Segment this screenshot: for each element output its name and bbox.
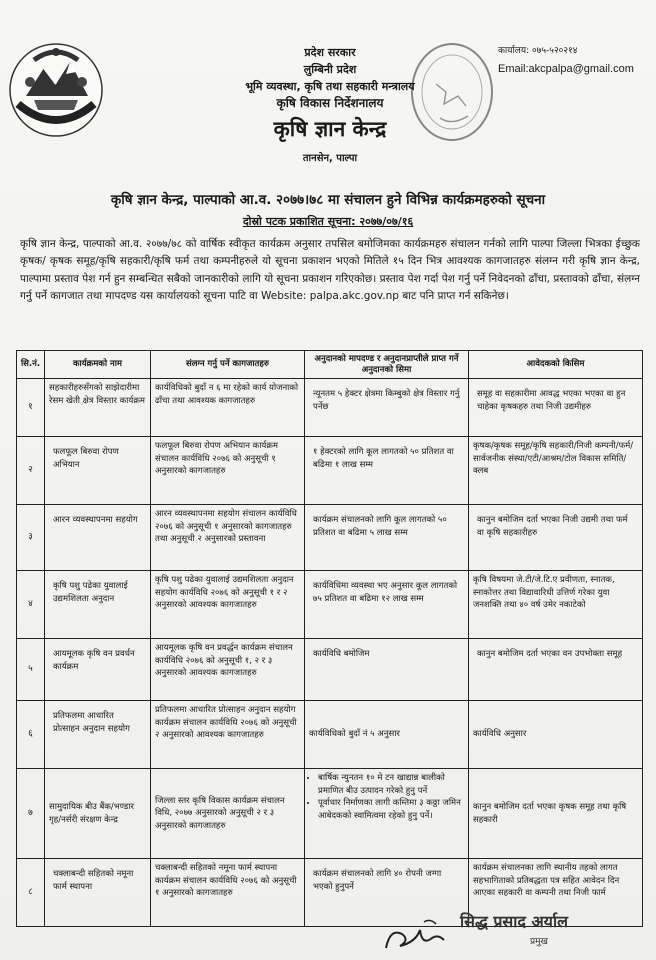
office-place: तानसेन, पाल्पा [302,153,358,164]
row-criteria [305,571,469,639]
row-name: सहकारीहरुसँगको साझेदारीमा रेसम खेती क्षेत्र विस्तार कार्यक्रम [45,379,151,437]
row-docs: आयमूलक कृषि वन प्रवर्द्धन कार्यक्रम संचालन कार्यविधि २०७६ को अनुसूची १, २ र ३ अनुसारको आवश्यक कागजातहरु [151,639,305,701]
col-header-name: कार्यक्रमको नाम [45,351,151,379]
header-line-2: लुम्बिनी प्रदेश [303,63,357,76]
row-applicant-text: कानुन बमोजिम दर्ता भएका वन उपभोक्ता समूह [477,649,623,659]
row-name-text: आरन व्यवस्थापनमा सहयोग [53,515,138,525]
col-header-sn: सि.नं. [17,351,45,379]
row-name-text: प्रतिफलमा आधारित प्रोत्साहन अनुदान सहयोग [53,711,130,734]
row-docs: फलफूल बिरुवा रोपण अभियान कार्यक्रम संचालन कार्यविधि २०७६ को अनुसूची १ अनुसारको कागजातहरु [151,437,305,505]
row-name [45,437,151,505]
row-sn: ८ [17,859,45,927]
signatory-role: प्रमुख [530,937,548,947]
handwritten-signature-icon [380,912,450,958]
row-applicant [469,769,643,859]
row-criteria-text: न्यूनतम ५ हेक्टर क्षेत्रमा किम्बुको क्षेत्र विस्तार गर्नु पर्नेछ [313,389,460,412]
row-criteria [305,769,469,859]
row-criteria-text: कार्यक्रम संचालनको लागि ४० रोपनी जग्गा भएको हुनुपर्ने [313,869,442,892]
row-criteria [305,379,469,437]
row-docs: कार्यविधिको बुदाँ न ६ मा रहेको कार्य योजनाको ढाँचा तथा आवश्यक कागजातहरु [151,379,305,437]
row-criteria [305,437,469,505]
office-header [180,44,480,164]
table-row [17,505,643,571]
office-email: Email:akcpalpa@gmail.com [498,63,634,75]
row-sn: ६ [17,701,45,769]
row-name-text: चक्लाबन्दी सहितको नमूना फार्म स्थापना [53,869,134,892]
row-docs: आरन व्यवस्थापनमा सहयोग संचालन कार्यविधि २०७६ को अनुसूची १ अनुसारको कागजातहरु तथा अनुसूची २ अनुसारको प्रस्तावना [151,505,305,571]
nepal-emblem-icon [4,38,108,138]
contact-block [498,42,634,78]
row-name-text: कृषि पशु पढेका युवालाई उद्यमशिलता अनुदान [53,581,128,604]
row-applicant [469,639,643,701]
criteria-bullet-list [309,772,464,822]
row-applicant-text: कानुन बमोजिम दर्ता भएका कृषक समूह तथा कृषि सहकारी [473,802,627,825]
row-sn: १ [17,379,45,437]
row-name [45,701,151,769]
row-sn: ७ [17,769,45,859]
row-criteria [305,701,469,769]
row-docs: कृषि पशु पढेका युवालाई उद्यमशिलता अनुदान सहयोग कार्यविधि २०७६ को अनुसूची १ र २ अनुसारको आवश्यक कागजातहरु [151,571,305,639]
row-name [45,571,151,639]
col-header-criteria: अनुदानको मापदण्ड र अनुदानप्राप्तीले प्राप्त गर्ने अनुदानको सिमा [305,351,469,379]
row-sn: ५ [17,639,45,701]
criteria-bullet: • पूर्वाधार निर्माणका लागी कम्तिमा ३ कठ्ठा जमिन आबेदकको स्वामित्वमा रहेको हुनु पर्ने। [318,797,464,822]
row-applicant [469,505,643,571]
row-docs: प्रतिफलमा आधारित प्रोत्साहन अनुदान सहयोग कार्यक्रम संचालन कार्यविधि २०७६ को अनुसूची २ अनुसारको आवश्यक कागजातहरु [151,701,305,769]
signatory-name: सिद्ध प्रसाद अर्याल [460,912,568,931]
row-sn: २ [17,437,45,505]
row-criteria-text: कार्यक्रम संचालनको लागि कूल लागतको ५० प्रतिशत वा बढिमा ५ लाख सम्म [313,515,447,538]
table-row [17,769,643,859]
table-row [17,701,643,769]
row-criteria-text: कार्यविधिको बुदाँ नं ५ अनुसार [309,729,400,740]
row-applicant: कार्यक्रम संचालनका लागि स्थानीय तहको लागत सहभागिताको प्रतिबद्धता पत्र सहित आवेदन दिन आएका सहकारी वा कम्पनी तथा निजी फार्म [469,859,643,927]
table-row [17,571,643,639]
row-name-text: फलफूल बिरुवा रोपण अभियान [53,447,119,470]
row-applicant: कृषि विषयमा जे.टी/जे.टि.ए प्रवीणता, स्नातक, स्नाकोत्तर तथा विद्यावारिधी उत्तिर्ण गरेका युवा जनशक्ति तथा ४० वर्ष उमेर नकाटेको [469,571,643,639]
row-applicant-text: कार्यविधि अनुसार [473,729,527,740]
table-row [17,379,643,437]
row-name-text: आयमूलक कृषि वन प्रवर्धन कार्यक्रम [53,649,135,672]
row-name [45,639,151,701]
row-name [45,859,151,927]
row-sn: ४ [17,571,45,639]
office-code: कार्यालय: ०७५-५२०२१४ [498,46,578,56]
header-line-4: कृषि विकास निर्देशनालय [276,96,384,110]
row-criteria [305,639,469,701]
header-line-1: प्रदेश सरकार [304,46,356,59]
table-header-row [17,351,643,379]
notice-subtitle [0,214,656,229]
col-header-docs: संलग्न गर्नु पर्ने कागजातहरु [151,351,305,379]
notice-intro: कृषि ज्ञान केन्द्र, पाल्पाको आ.व. २०७७/७८ को वार्षिक स्वीकृत कार्यक्रम अनुसार तपसिल बमोजिमका कार्यक्रमहरु संचालन गर्नको लागि पाल्पा जिल्ला भित्रका ईच्छुक कृषक/ कृषक समूह/कृषि सहकारी/कृषि फर्म तथा कम्पनीहरुले यो सूचना प्रकाशन भएको मितिले १५ दिन भित्र आवश्यक कागजातहरु संलग्न गरी कृषि ज्ञान केन्द्र, पाल्पामा प्रस्ताव पेश गर्न हुन सम्बन्धित सबैको जानकारीको लागि यो सूचना प्रकाशन गरिएकोछ। प्रस्ताव पेश गर्दा पेश गर्नु पर्ने निवेदनको ढाँचा, प्रस्तावको ढाँचा, संलग्न गर्नु पर्ने कागजात तथा मापदण्ड यस कार्यालयको सूचना पाटि वा Website: palpa.akc.gov.np बाट पनि प्राप्त गर्न सकिनेछ। [20,238,640,303]
row-sn: ३ [17,505,45,571]
row-criteria-text: कार्यविधिमा व्यवस्था भए अनुसार कूल लागतको ७५ प्रतिशत वा बढिमा १२ लाख सम्म [313,581,458,604]
row-criteria-text: कार्यविधि बमोजिम [313,649,370,659]
row-name [45,769,151,859]
row-criteria [305,505,469,571]
row-applicant [469,701,643,769]
row-docs-text: जिल्ला स्तर कृषि विकास कार्यक्रम संचालन विधि, २०७७ अनुसारको अनुसूची २ र ३ अनुसारको कागजातहरु [155,795,285,831]
criteria-bullet: • बार्षिक न्युनतन १० मे टन खाद्यान्न बालीको प्रमाणित बीउ उत्पादन गरेको हुनु पर्ने [318,772,464,797]
row-name [45,505,151,571]
row-applicant-text: कानुन बमोजिम दर्ता भएका निजी उद्यमी तथा फर्म वा कृषि सहकारीहरु [477,515,628,538]
signature-block [380,908,640,960]
row-applicant: कृषक/कृषक समूह/कृषि सहकारी/निजी कम्पनी/फर्म/ सार्वजनीक संस्था/एटी/आश्रम/टोल विकास समिति/क्लब [469,437,643,505]
row-applicant-text: समूह वा सहकारीमा आवद्ध भएका भएका वा हुन चाहेका कृषकहरु तथा निजी उद्यमीहरु [477,389,626,412]
office-title: कृषि ज्ञान केन्द्र [273,117,387,141]
row-criteria-text: १ हेक्टरको लागि कूल लागतको ५० प्रतिशत वा बढिमा १ लाख सम्म [313,447,454,470]
program-table [16,350,643,927]
notice-subtitle-text: दोस्रो पटक प्रकाशित सूचना: २०७७/०७/१६ [242,215,414,228]
row-docs [151,769,305,859]
header-line-3: भूमि व्यवस्था, कृषि तथा सहकारी मन्त्रालय [245,80,415,93]
table-row [17,437,643,505]
table-row [17,639,643,701]
notice-title: कृषि ज्ञान केन्द्र, पाल्पाको आ.व. २०७७।७८ मा संचालन हुने विभिन्न कार्यक्रमहरुको सूचना [110,192,546,208]
row-docs: चक्लाबन्दी सहितको नमूना फार्म स्थापना कार्यक्रम संचालन कार्यविधि २०७६ को अनुसूची १ अनुसारको कागजातहरु [151,859,305,927]
row-name-text: सामुदायिक बीउ बैंक/भण्डार गृह/नर्सरी संरक्षण केन्द्र [49,802,135,825]
col-header-applicant: आवेदकको किसिम [469,351,643,379]
row-applicant [469,379,643,437]
